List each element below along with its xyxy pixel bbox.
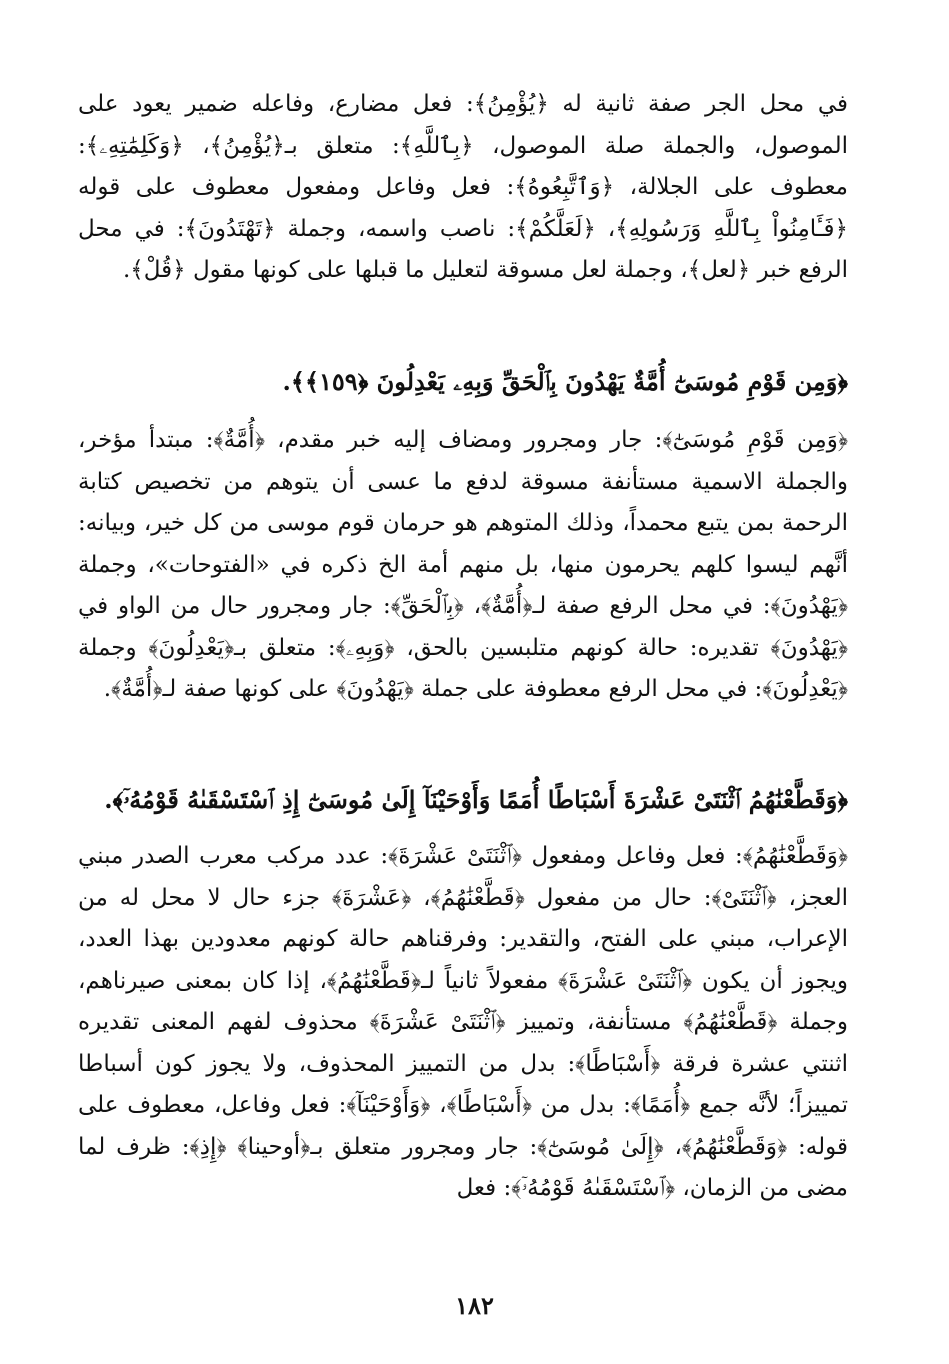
paragraph-grammar-3: ﴿وَقَطَّعْنَٰهُمُ﴾: فعل وفاعل ومفعول ﴿ٱثْنَتَىْ عَشْرَةَ﴾: عدد مركب معرب الصدر مبني العجز، ﴿ٱثْنَتَىْ﴾: حال من مفعول ﴿قَطَّعْنَٰهُمُ﴾، ﴿عَشْرَةَ﴾ جزء حال لا محل له من الإعراب، مبني على الفتح، والتقدير: وفرقناهم حالة كونهم معدودين بهذا العدد، ويجوز أن يكون ﴿ٱثْنَتَىْ عَشْرَةَ﴾ مفعولاً ثانياً لـ﴿قَطَّعْنَٰهُمُ﴾، إذا كان بمعنى صيرناهم، وجملة ﴿قَطَّعْنَٰهُمُ﴾ مستأنفة، وتمييز ﴿ٱثْنَتَىْ عَشْرَةَ﴾ محذوف لفهم المعنى تقديره اثنتي عشرة فرقة ﴿أَسْبَاطًا﴾: بدل من التمييز المحذوف، ولا يجوز كون أسباطا تمييزاً؛ لأنَّه جمع ﴿أُمَمًا﴾: بدل من ﴿أَسْبَاطًا﴾، ﴿وَأَوْحَيْنَآ﴾: فعل وفاعل، معطوف على قوله: ﴿وَقَطَّعْنَٰهُمُ﴾، ﴿إِلَىٰ مُوسَىٰٓ﴾: جار ومجرور متعلق بـ﴿أوحينا﴾ ﴿إِذِ﴾: ظرف لما مضى من الزمان، ﴿ٱسْتَسْقَىٰهُ قَوْمُهُۥٓ﴾: فعل <box>78 843 848 1201</box>
quran-verse-159: ﴿وَمِن قَوْمِ مُوسَىٰٓ أُمَّةٌ يَهْدُونَ بِٱلْحَقِّ وَبِهِۦ يَعْدِلُونَ ﴿١٥٩﴾﴾. <box>282 367 848 396</box>
quran-verse-160: ﴿وَقَطَّعْنَٰهُمُ ٱثْنَتَىْ عَشْرَةَ أَسْبَاطًا أُمَمًا وَأَوْحَيْنَآ إِلَىٰ مُوسَىٰٓ إِذِ ٱسْتَسْقَىٰهُ قَوْمُهُۥٓ﴾. <box>104 785 848 814</box>
paragraph-grammar-1: في محل الجر صفة ثانية له ﴿يُؤْمِنُ﴾: فعل مضارع، وفاعله ضمير يعود على الموصول، والجملة صلة الموصول، ﴿بِٱللَّهِ﴾: متعلق بـ﴿يُؤْمِنُ﴾، ﴿وَكَلِمَٰتِهِۦ﴾: معطوف على الجلالة، ﴿وَٱتَّبِعُوهُ﴾: فعل وفاعل ومفعول معطوف على قوله ﴿فَـَٔامِنُواْ بِٱللَّهِ وَرَسُولِهِ﴾، ﴿لَعَلَّكُمْ﴾: ناصب واسمه، وجملة ﴿تَهْتَدُونَ﴾: في محل الرفع خبر ﴿لعل﴾، وجملة لعل مسوقة لتعليل ما قبلها على كونها مقول ﴿قُلْ﴾. <box>78 91 848 283</box>
page-number: ١٨٢ <box>455 1291 494 1320</box>
paragraph-grammar-2: ﴿وَمِن قَوْمِ مُوسَىٰٓ﴾: جار ومجرور ومضاف إليه خبر مقدم، ﴿أُمَّةٌ﴾: مبتدأ مؤخر، والجملة الاسمية مستأنفة مسوقة لدفع ما عسى أن يتوهم من تخصيص كتابة الرحمة بمن يتبع محمداً، وذلك المتوهم هو حرمان قوم موسى من كل خير، وبيانه: أنَّهم ليسوا كلهم يحرمون منها، بل منهم أمة الخ ذكره في «الفتوحات»، وجملة ﴿يَهْدُونَ﴾: في محل الرفع صفة لـ﴿أُمَّةٌ﴾، ﴿بِٱلْحَقِّ﴾: جار ومجرور حال من الواو في ﴿يَهْدُونَ﴾ تقديره: حالة كونهم متلبسين بالحق، ﴿وَبِهِۦ﴾: متعلق بـ﴿يَعْدِلُونَ﴾ وجملة ﴿يَعْدِلُونَ﴾: في محل الرفع معطوفة على جملة ﴿يَهْدُونَ﴾ على كونها صفة لـ﴿أُمَّةٌ﴾. <box>78 427 848 702</box>
